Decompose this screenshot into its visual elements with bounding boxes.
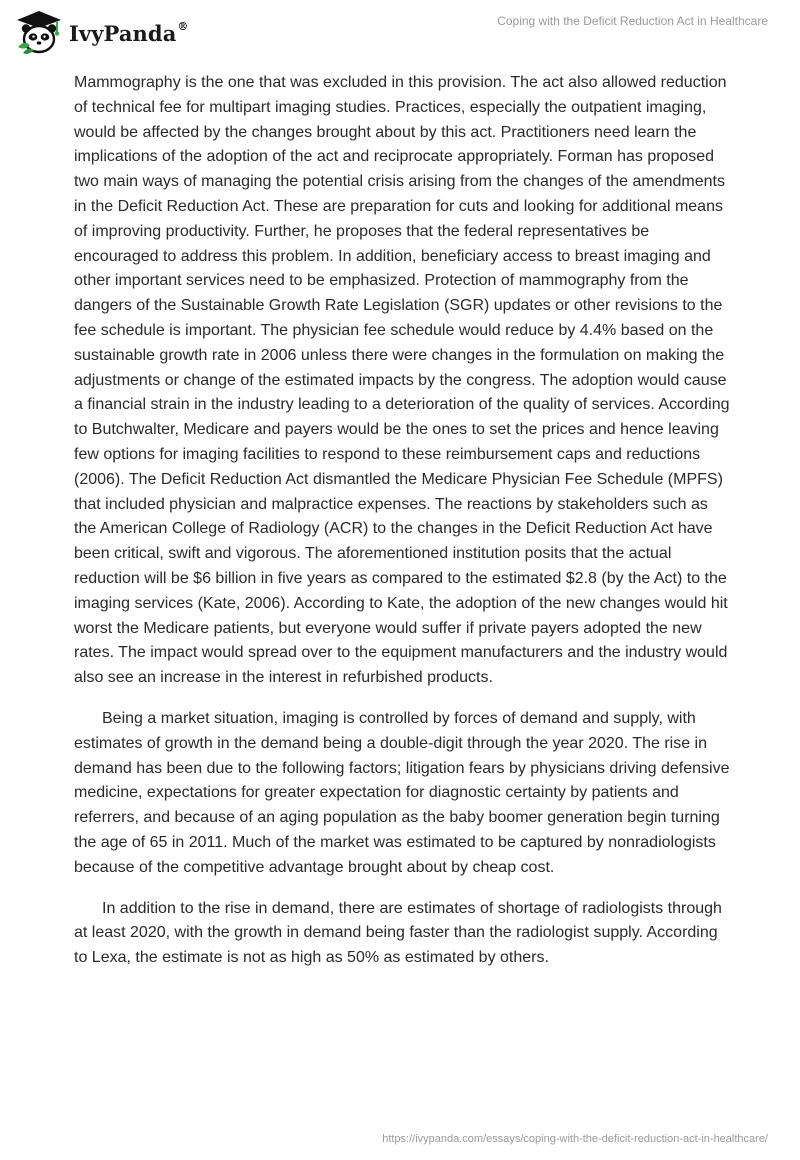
page-header: [0, 0, 800, 60]
brand-name: IvyPanda®: [69, 19, 189, 46]
essay-paragraph-2: Being a market situation, imaging is controlled by forces of demand and supply, with estimates of growth in the demand being a double-digit through the year 2020. The rise in demand has been due to the following factors; litigation fears by physicians driving defensive medicine, expectations for greater expectation for diagnostic certainty by patients and referrers, and because of an aging population as the baby boomer generation begin turning the age of 65 in 2011. Much of the market was estimated to be captured by nonradiologists because of the competitive advantage brought about by cheap cost.: [74, 709, 730, 876]
ivypanda-logo[interactable]: [14, 9, 189, 55]
document-title: Coping with the Deficit Reduction Act in Healthcare: [497, 14, 768, 28]
source-url[interactable]: https://ivypanda.com/essays/coping-with-the-deficit-reduction-act-in-healthcare/: [382, 1133, 768, 1145]
panda-graduate-icon: [14, 9, 64, 55]
essay-paragraph-3: In addition to the rise in demand, there are estimates of shortage of radiologists through at least 2020, with the growth in demand being faster than the radiologist supply. According to Lexa, the estimate is not as high as 50% as estimated by others.: [74, 899, 722, 967]
essay-paragraph-1: Mammography is the one that was excluded in this provision. The act also allowed reduction of technical fee for multipart imaging studies. Practices, especially the outpatient imaging, would be affected by the changes brought about by this act. Practitioners need learn the implications of the adoption of the act and reciprocate appropriately. Forman has proposed two main ways of managing the potential crisis arising from the changes of the amendments in the Deficit Reduction Act. These are preparation for cuts and looking for additional means of improving productivity. Further, he proposes that the federal representatives be encouraged to address this problem. In addition, beneficiary access to breast imaging and other important services need to be emphasized. Protection of mammography from the dangers of the Sustainable Growth Rate Legislation (SGR) updates or other revisions to the fee schedule is important. The physician fee schedule would reduce by 4.4% based on the sustainable growth rate in 2006 unless there were changes in the formulation on making the adjustments or change of the estimated impacts by the congress. The adoption would cause a financial strain in the industry leading to a deterioration of the quality of services. According to Butchwalter, Medicare and payers would be the ones to set the prices and hence leaving few options for imaging facilities to respond to these reimbursement caps and reductions (2006). The Deficit Reduction Act dismantled the Medicare Physician Fee Schedule (MPFS) that included physician and malpractice expenses. The reactions by stakeholders such as the American College of Radiology (ACR) to the changes in the Deficit Reduction Act have been critical, swift and vigorous. The aforementioned institution posits that the actual reduction will be $6 billion in five years as compared to the estimated $2.8 (by the Act) to the imaging services (Kate, 2006). According to Kate, the adoption of the new changes would hit worst the Medicare patients, but everyone would suffer if private payers adopted the new rates. The impact would spread over to the equipment manufacturers and the industry would also see an increase in the interest in refurbished products.: [74, 74, 730, 687]
essay-body: [74, 71, 730, 987]
